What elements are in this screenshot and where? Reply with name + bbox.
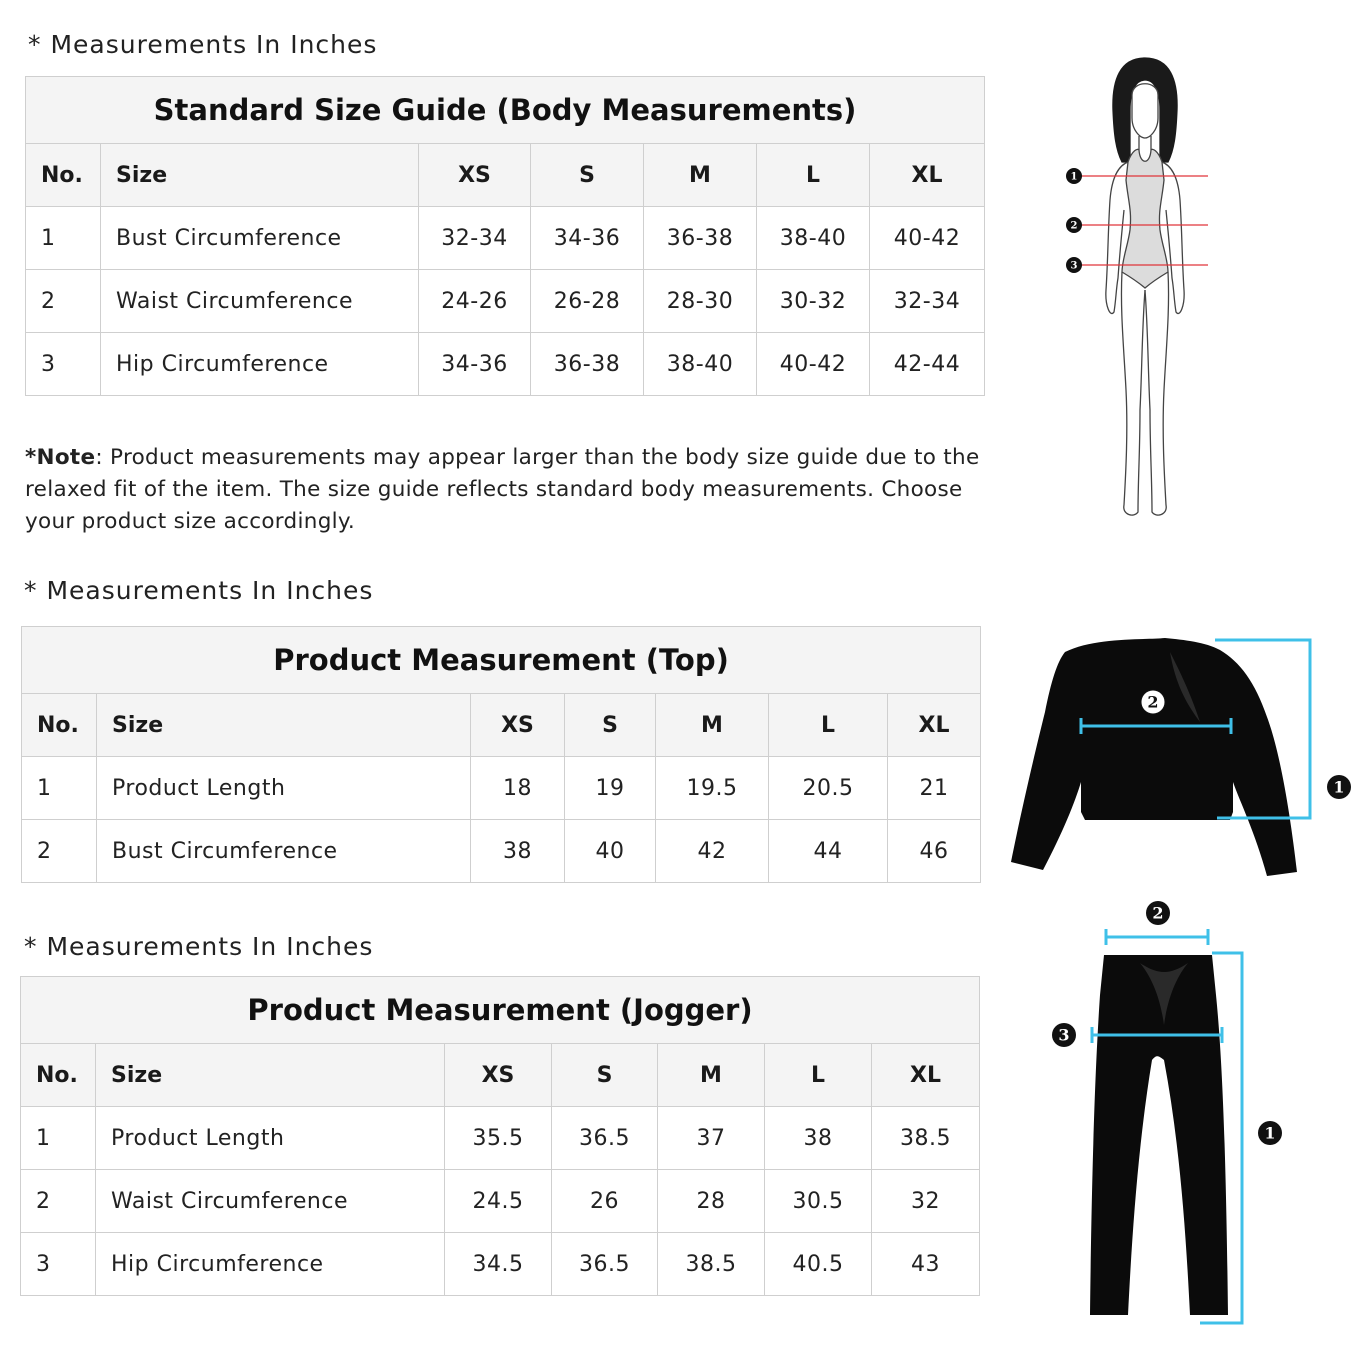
header-xl: XL	[888, 694, 981, 757]
cell-value: 36.5	[552, 1107, 658, 1170]
cell-value: 24.5	[445, 1170, 552, 1233]
cell-value: 38.5	[872, 1107, 980, 1170]
header-no: No.	[21, 1044, 96, 1107]
row-number: 3	[26, 333, 101, 396]
note-line-3: your product size accordingly.	[25, 509, 356, 534]
cell-value: 30-32	[757, 270, 870, 333]
svg-text:3: 3	[1058, 1025, 1070, 1045]
cell-value: 40-42	[870, 207, 985, 270]
body-figure	[1050, 50, 1240, 530]
cell-value: 40.5	[765, 1233, 872, 1296]
svg-text:3: 3	[1070, 260, 1078, 272]
body-marker-1	[1066, 168, 1082, 184]
cell-value: 18	[471, 757, 565, 820]
row-label: Hip Circumference	[101, 333, 419, 396]
table-title: Product Measurement (Top)	[22, 627, 981, 694]
cell-value: 34-36	[419, 333, 531, 396]
header-m: M	[656, 694, 769, 757]
table-row	[22, 820, 981, 883]
row-number: 2	[21, 1170, 96, 1233]
jogger-marker-1	[1258, 1121, 1282, 1145]
units-label-jogger: * Measurements In Inches	[24, 932, 374, 961]
table-row	[22, 757, 981, 820]
svg-text:2: 2	[1070, 220, 1078, 232]
cell-value: 34-36	[531, 207, 644, 270]
table-header-row	[26, 144, 985, 207]
header-xs: XS	[419, 144, 531, 207]
cell-value: 19.5	[656, 757, 769, 820]
cell-value: 42-44	[870, 333, 985, 396]
jogger-size-table	[20, 976, 980, 1296]
jogger-marker-3	[1052, 1023, 1076, 1047]
jogger-marker-2	[1146, 901, 1170, 925]
row-label: Product Length	[97, 757, 471, 820]
cell-value: 38.5	[658, 1233, 765, 1296]
note-line-2: relaxed fit of the item. The size guide reflects standard body measurements. Choose	[25, 477, 963, 502]
cell-value: 46	[888, 820, 981, 883]
cell-value: 21	[888, 757, 981, 820]
header-xl: XL	[870, 144, 985, 207]
cell-value: 32	[872, 1170, 980, 1233]
header-s: S	[531, 144, 644, 207]
header-m: M	[658, 1044, 765, 1107]
svg-text:2: 2	[1152, 903, 1164, 923]
table-title: Product Measurement (Jogger)	[21, 977, 980, 1044]
svg-text:2: 2	[1147, 692, 1159, 712]
header-l: L	[769, 694, 888, 757]
cell-value: 28-30	[644, 270, 757, 333]
cell-value: 30.5	[765, 1170, 872, 1233]
top-size-table	[21, 626, 981, 883]
jogger-figure	[1040, 895, 1300, 1335]
cell-value: 36.5	[552, 1233, 658, 1296]
cell-value: 40-42	[757, 333, 870, 396]
cell-value: 44	[769, 820, 888, 883]
note-line-1: : Product measurements may appear larger than the body size guide due to the	[95, 445, 980, 470]
row-number: 3	[21, 1233, 96, 1296]
row-number: 2	[26, 270, 101, 333]
cell-value: 32-34	[419, 207, 531, 270]
header-xs: XS	[445, 1044, 552, 1107]
table-row	[26, 270, 985, 333]
row-number: 1	[26, 207, 101, 270]
header-size: Size	[101, 144, 419, 207]
header-no: No.	[22, 694, 97, 757]
cell-value: 26-28	[531, 270, 644, 333]
body-size-table	[25, 76, 985, 396]
top-figure	[1005, 632, 1355, 882]
cell-value: 38	[765, 1107, 872, 1170]
cell-value: 36-38	[531, 333, 644, 396]
top-marker-2	[1141, 690, 1165, 714]
row-label: Waist Circumference	[101, 270, 419, 333]
header-s: S	[565, 694, 656, 757]
table-header-row	[22, 694, 981, 757]
table-row	[26, 207, 985, 270]
row-number: 2	[22, 820, 97, 883]
header-size: Size	[96, 1044, 445, 1107]
cell-value: 20.5	[769, 757, 888, 820]
header-xs: XS	[471, 694, 565, 757]
header-no: No.	[26, 144, 101, 207]
size-note	[25, 442, 985, 538]
cell-value: 42	[656, 820, 769, 883]
cell-value: 37	[658, 1107, 765, 1170]
row-label: Bust Circumference	[101, 207, 419, 270]
cell-value: 38-40	[644, 333, 757, 396]
svg-text:1: 1	[1333, 777, 1345, 797]
body-marker-2	[1066, 217, 1082, 233]
row-label: Waist Circumference	[96, 1170, 445, 1233]
cell-value: 43	[872, 1233, 980, 1296]
cell-value: 34.5	[445, 1233, 552, 1296]
row-label: Hip Circumference	[96, 1233, 445, 1296]
units-label-top: * Measurements In Inches	[24, 576, 374, 605]
top-garment	[1011, 638, 1297, 876]
cell-value: 26	[552, 1170, 658, 1233]
cell-value: 24-26	[419, 270, 531, 333]
table-row	[21, 1107, 980, 1170]
header-xl: XL	[872, 1044, 980, 1107]
body-marker-3	[1066, 257, 1082, 273]
cell-value: 32-34	[870, 270, 985, 333]
cell-value: 28	[658, 1170, 765, 1233]
cell-value: 36-38	[644, 207, 757, 270]
cell-value: 35.5	[445, 1107, 552, 1170]
header-l: L	[765, 1044, 872, 1107]
table-row	[21, 1170, 980, 1233]
row-number: 1	[21, 1107, 96, 1170]
table-row	[21, 1233, 980, 1296]
header-size: Size	[97, 694, 471, 757]
units-label-body: * Measurements In Inches	[28, 30, 378, 59]
table-row	[26, 333, 985, 396]
cell-value: 38-40	[757, 207, 870, 270]
top-marker-1	[1327, 775, 1351, 799]
header-m: M	[644, 144, 757, 207]
jogger-garment	[1090, 955, 1228, 1315]
header-s: S	[552, 1044, 658, 1107]
header-l: L	[757, 144, 870, 207]
table-title: Standard Size Guide (Body Measurements)	[26, 77, 985, 144]
svg-text:1: 1	[1070, 171, 1078, 183]
cell-value: 19	[565, 757, 656, 820]
row-label: Product Length	[96, 1107, 445, 1170]
table-header-row	[21, 1044, 980, 1107]
note-label: *Note	[25, 445, 96, 470]
row-number: 1	[22, 757, 97, 820]
row-label: Bust Circumference	[97, 820, 471, 883]
cell-value: 38	[471, 820, 565, 883]
cell-value: 40	[565, 820, 656, 883]
svg-text:1: 1	[1264, 1123, 1276, 1143]
